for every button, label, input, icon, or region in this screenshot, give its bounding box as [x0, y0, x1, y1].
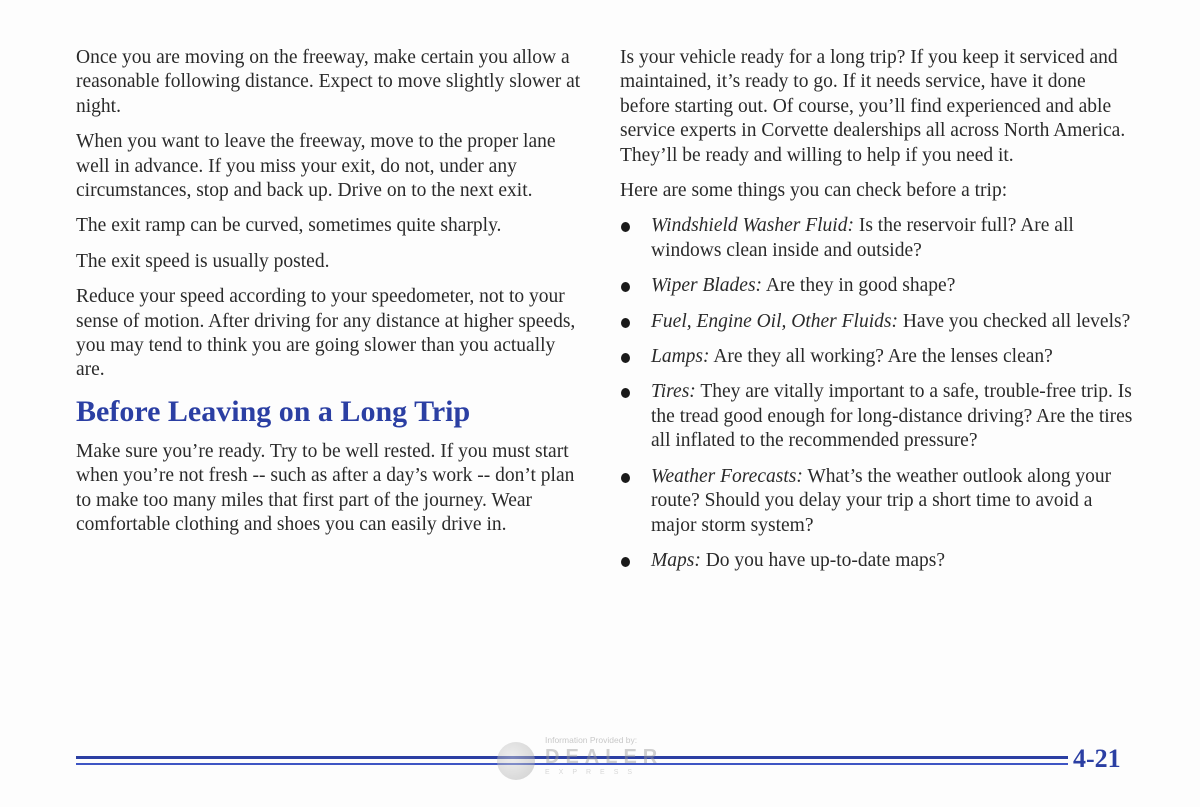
paragraph-exit-speed: The exit speed is usually posted. — [76, 250, 330, 272]
paragraph-reduce-speed: Reduce your speed according to your speedometer, not to your sense of motion. After driving for any distance at higher speeds, you may tend to think you are going slower than you actually are. — [76, 286, 576, 381]
item-term: Weather Forecasts: — [651, 465, 803, 487]
item-text: Do you have up-to-date maps? — [700, 549, 946, 571]
paragraph-following-distance: Once you are moving on the freeway, make certain you allow a reasonable following distance. Expect to move slightly slower at night. — [76, 47, 581, 117]
item-text: They are vitally important to a safe, trouble-free trip. Is the tread good enough for long-distance driving? Are the tires all inflated to the recommended pressure? — [651, 381, 1133, 452]
list-item — [620, 214, 1135, 263]
watermark — [497, 733, 697, 778]
right-column — [620, 46, 1135, 584]
watermark-caption: Information Provided by: — [545, 735, 638, 745]
item-term: Lamps: — [651, 346, 710, 368]
page-number: 4-21 — [1073, 744, 1121, 773]
item-term: Fuel, Engine Oil, Other Fluids: — [651, 310, 898, 332]
item-text: Are they in good shape? — [762, 275, 956, 297]
bullet-icon — [621, 473, 630, 483]
list-item — [620, 465, 1135, 538]
bullet-icon — [621, 222, 630, 232]
paragraph-leaving-freeway: When you want to leave the freeway, move to the proper lane well in advance. If you miss your exit, do not, under any circumstances, stop and back up. Drive on to the next exit. — [76, 131, 556, 202]
list-item — [620, 310, 1135, 334]
paragraph-be-ready: Make sure you’re ready. Try to be well rested. If you must start when you’re not fresh -- such as after a day’s work -- don’t plan to make too many miles that first part of the journey. Wear comfortable clothing and shoes you can easily drive in. — [76, 440, 575, 536]
checklist — [620, 214, 1135, 573]
item-term: Tires: — [651, 381, 696, 403]
list-item — [620, 549, 1135, 573]
list-item — [620, 345, 1135, 369]
bullet-icon — [621, 282, 630, 292]
bullet-icon — [621, 388, 630, 398]
item-text: Have you checked all levels? — [897, 310, 1131, 332]
paragraph-exit-ramp: The exit ramp can be curved, sometimes quite sharply. — [76, 215, 502, 237]
watermark-logo-icon — [497, 742, 535, 780]
item-term: Wiper Blades: — [651, 275, 763, 297]
watermark-sub: EXPRESS — [545, 769, 642, 776]
bullet-icon — [621, 557, 630, 567]
watermark-name: DEALER — [545, 746, 664, 768]
paragraph-vehicle-ready: Is your vehicle ready for a long trip? If you keep it serviced and maintained, it’s ready to go. If it needs service, have it done before starting out. Of course, you’ll find experienced and able service experts in Corvette dealerships all across North America. They’ll be ready and willing to help if you need it. — [620, 47, 1126, 166]
section-heading: Before Leaving on a Long Trip — [76, 394, 471, 428]
list-item — [620, 380, 1135, 453]
item-term: Maps: — [651, 549, 701, 571]
item-text: Is the reservoir full? Are all windows clean inside and outside? — [651, 215, 1074, 261]
item-term: Windshield Washer Fluid: — [651, 215, 854, 237]
bullet-icon — [621, 318, 630, 328]
left-column — [76, 46, 586, 549]
item-text: Are they all working? Are the lenses clean? — [709, 346, 1053, 368]
paragraph-checklist-lead: Here are some things you can check before a trip: — [620, 180, 1008, 202]
list-item — [620, 274, 1135, 298]
item-text: What’s the weather outlook along your route? Should you delay your trip a short time to avoid a major storm system? — [651, 465, 1112, 536]
bullet-icon — [621, 353, 630, 363]
